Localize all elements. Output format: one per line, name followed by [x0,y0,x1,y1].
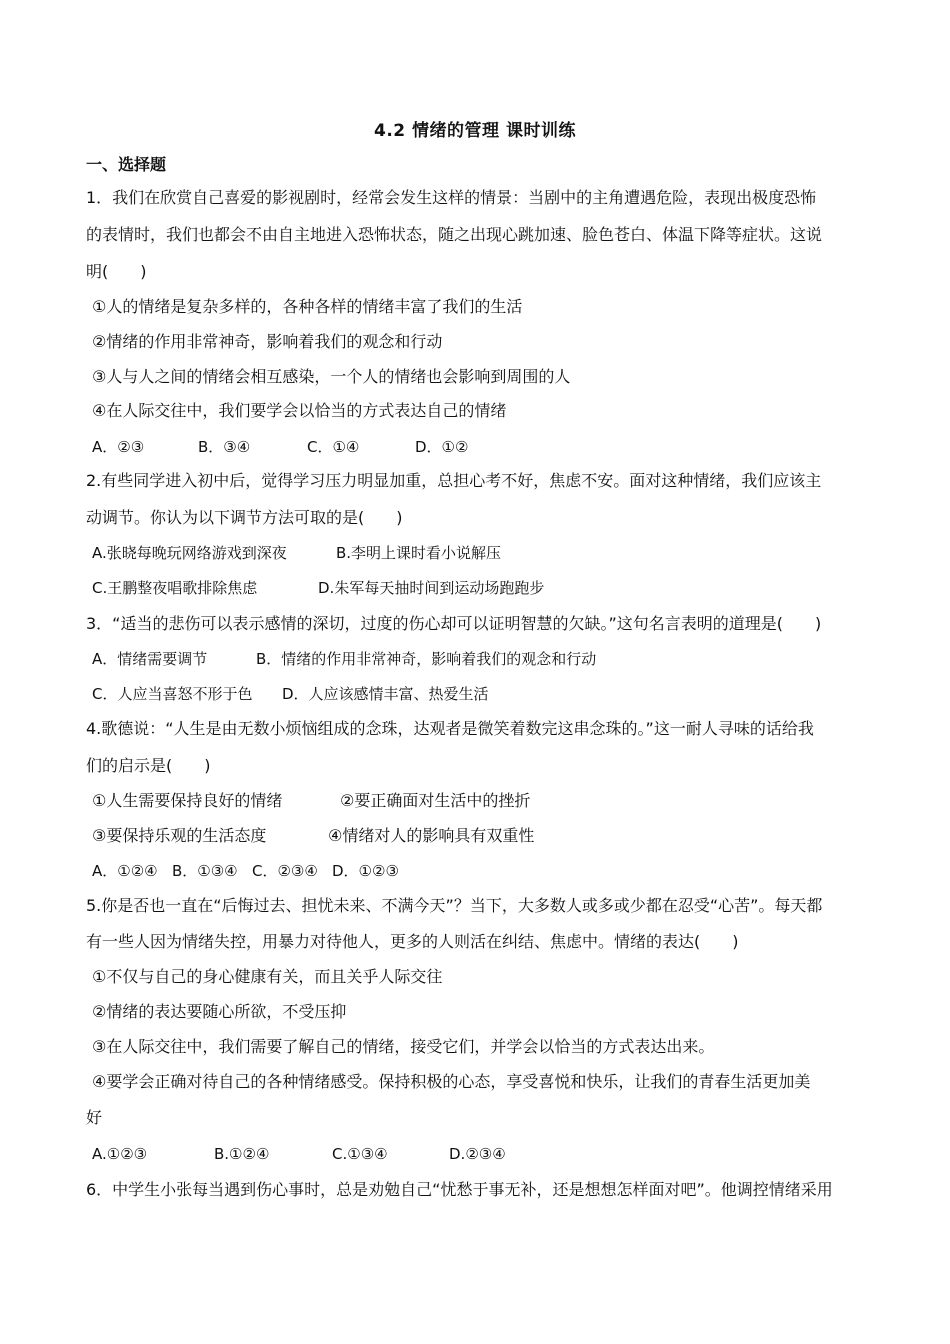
q1-statement-1: ①人的情绪是复杂多样的，各种各样的情绪丰富了我们的生活 [92,297,523,316]
q3-line1: 3．“适当的悲伤可以表示感情的深切，过度的伤心却可以证明智慧的欠缺。”这句名言表明的道理是( ) [86,614,822,633]
q2-line1: 2.有些同学进入初中后，觉得学习压力明显加重，总担心考不好，焦虑不安。面对这种情绪，我们应该主 [86,471,822,490]
q2-option-a: A.张晓每晚玩网络游戏到深夜 [92,544,287,562]
q4-statement-4: ④情绪对人的影响具有双重性 [328,826,535,845]
q4-option-c: C．②③④ [252,862,318,880]
q4-option-b: B．①③④ [172,862,238,880]
q5-line2: 有一些人因为情绪失控，用暴力对待他人，更多的人则活在纠结、焦虑中。情绪的表达( ) [86,932,739,951]
q1-statement-2: ②情绪的作用非常神奇，影响着我们的观念和行动 [92,332,443,351]
q4-option-d: D．①②③ [332,862,399,880]
q3-option-d: D．人应该感情丰富、热爱生活 [282,685,489,703]
page-title: 4.2 情绪的管理 课时训练 [374,121,576,141]
q4-statement-3: ③要保持乐观的生活态度 [92,826,267,845]
q5-statement-4-cont: 好 [86,1108,103,1127]
q5-statement-1: ①不仅与自己的身心健康有关，而且关乎人际交往 [92,967,443,986]
q1-statement-3: ③人与人之间的情绪会相互感染，一个人的情绪也会影响到周围的人 [92,367,571,386]
q2-option-b: B.李明上课时看小说解压 [336,544,502,562]
q1-option-b: B．③④ [198,438,251,456]
q4-statement-1: ①人生需要保持良好的情绪 [92,791,283,810]
q5-option-b: B.①②④ [214,1145,270,1163]
q1-line3: 明( ) [86,262,147,281]
q1-option-a: A．②③ [92,438,145,456]
q5-statement-2: ②情绪的表达要随心所欲，不受压抑 [92,1002,347,1021]
q5-statement-3: ③在人际交往中，我们需要了解自己的情绪，接受它们，并学会以恰当的方式表达出来。 [92,1037,715,1056]
q5-option-c: C.①③④ [332,1145,388,1163]
q1-statement-4: ④在人际交往中，我们要学会以恰当的方式表达自己的情绪 [92,401,507,420]
q1-option-d: D．①② [415,438,469,456]
q5-option-d: D.②③④ [449,1145,506,1163]
q5-line1: 5.你是否也一直在“后悔过去、担忧未来、不满今天”？当下，大多数人或多或少都在忍受“心苦”。每天都 [86,896,823,915]
q1-line2: 的表情时，我们也都会不由自主地进入恐怖状态，随之出现心跳加速、脸色苍白、体温下降等症状。这说 [86,225,823,244]
q4-statement-2: ②要正确面对生活中的挫折 [340,791,531,810]
q6-line1: 6．中学生小张每当遇到伤心事时，总是劝勉自己“忧愁于事无补，还是想想怎样面对吧”。他调控情绪采用 [86,1180,833,1199]
q5-option-a: A.①②③ [92,1145,148,1163]
q4-option-a: A．①②④ [92,862,158,880]
q1-option-c: C．①④ [307,438,360,456]
q5-statement-4: ④要学会正确对待自己的各种情绪感受。保持积极的心态，享受喜悦和快乐，让我们的青春生活更加美 [92,1072,811,1091]
q2-option-d: D.朱军每天抽时间到运动场跑跑步 [318,579,545,597]
q3-option-b: B．情绪的作用非常神奇，影响着我们的观念和行动 [256,650,597,668]
q3-option-a: A．情绪需要调节 [92,650,208,668]
section-heading: 一、选择题 [86,155,167,174]
q1-line1: 1．我们在欣赏自己喜爱的影视剧时，经常会发生这样的情景：当剧中的主角遭遇危险，表现出极度恐怖 [86,188,817,207]
q4-line1: 4.歌德说：“人生是由无数小烦恼组成的念珠，达观者是微笑着数完这串念珠的。”这一耐人寻味的话给我 [86,719,814,738]
q4-line2: 们的启示是( ) [86,756,211,775]
q2-line2: 动调节。你认为以下调节方法可取的是( ) [86,508,403,527]
q2-option-c: C.王鹏整夜唱歌排除焦虑 [92,579,258,597]
q3-option-c: C．人应当喜怒不形于色 [92,685,253,703]
